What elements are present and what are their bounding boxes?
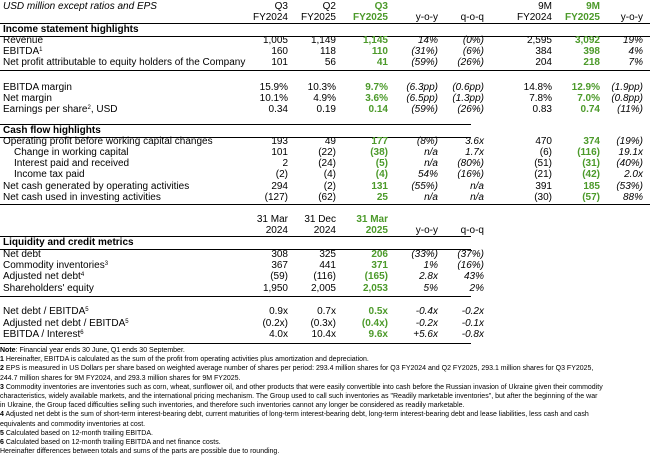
cell-c: (165): [364, 271, 388, 282]
cell-qoq: (0%): [462, 35, 484, 46]
footnote-ref: 6: [80, 330, 84, 336]
liquidity-row: [0, 283, 650, 294]
hdr-q2-fy2025-l2: FY2025: [300, 12, 336, 23]
cell-qoq: (37%): [457, 249, 484, 260]
cell-qoq: (26%): [457, 57, 484, 68]
row-label: [3, 93, 52, 104]
cell-q3b: 110: [371, 46, 388, 57]
footnote-ref: 5: [125, 319, 129, 325]
cell-yoy: +5.6x: [413, 329, 438, 340]
row-label: [3, 249, 41, 260]
footnote-marker: 4: [0, 411, 4, 419]
cell-yoy: 14%: [417, 35, 438, 46]
cell-qoq: (6%): [462, 46, 484, 57]
income-row: [0, 35, 650, 46]
cell-q3a: 101: [271, 147, 288, 158]
row-label-text: Shareholders' equity: [3, 283, 94, 294]
row-label-text: Net debt / EBITDA: [3, 306, 86, 317]
cell-m9b: 398: [583, 46, 600, 57]
income-divider: [0, 70, 650, 71]
cell-yoy: 54%: [417, 169, 438, 180]
cell-m9y: 19%: [622, 35, 643, 46]
cell-qoq: 2%: [469, 283, 484, 294]
cell-yoy: (8%): [416, 136, 438, 147]
hdr-liq-qoq: q-o-q: [460, 225, 484, 236]
cell-m9a: 384: [535, 46, 552, 57]
cell-b: 0.7x: [317, 306, 336, 317]
cell-yoy: (55%): [411, 181, 438, 192]
cell-a: 367: [271, 260, 288, 271]
cell-q2: 0.19: [316, 104, 336, 115]
footnote-ref: 1: [39, 47, 43, 53]
table-bottom-rule: [0, 343, 471, 344]
row-label: [3, 46, 42, 57]
footnote-text: 244.7 million shares for 9M FY2024, and 293.3 million shares for 9M FY2025.: [0, 374, 241, 382]
cashflow-row: [0, 192, 650, 203]
footnote-text: Commodity inventories are inventories such as corn, wheat, sunflower oil, and other products that were easily convertible into cash before the Russian invasion of Ukraine given their commodity: [3, 383, 603, 391]
footnote-marker: 1: [0, 356, 4, 364]
cell-qoq: -0.1x: [461, 318, 484, 329]
cell-m9y: (53%): [616, 181, 643, 192]
footnote-text: Hereinafter, EBITDA is calculated as the sum of the profit from operating activities plus amortization and depreciation.: [3, 356, 369, 364]
cell-yoy: (31%): [411, 46, 438, 57]
footnote-line: [0, 447, 648, 456]
cell-m9a: 391: [535, 181, 552, 192]
hdr-q3-fy2024-l2: FY2024: [252, 12, 288, 23]
cell-q3b: 0.14: [368, 104, 388, 115]
cell-q2: 1,149: [310, 35, 336, 46]
cell-qoq: (26%): [457, 104, 484, 115]
cell-q3b: 25: [376, 192, 388, 203]
cell-q3a: 294: [271, 181, 288, 192]
cell-qoq: 43%: [463, 271, 484, 282]
hdr-q3-fy2024-l1: Q3: [274, 1, 288, 12]
cell-q3a: 1,005: [262, 35, 288, 46]
hdr-q2-fy2025-l1: Q2: [322, 1, 336, 12]
cell-q3a: 101: [271, 57, 288, 68]
cell-a: (0.2x): [262, 318, 288, 329]
cell-m9a: 7.8%: [529, 93, 552, 104]
footnote-text: Adjusted net debt is the sum of short-term interest-bearing debt, current maturities of long-term interest-bearing debt, long-term interest-bearing debt and lease liabilities, less cash and cash: [3, 411, 589, 419]
hdr-qoq: q-o-q: [460, 12, 484, 23]
hdr-31dec2024-l1: 31 Dec: [304, 214, 336, 225]
cell-a: 308: [271, 249, 288, 260]
cell-m9a: 470: [535, 136, 552, 147]
cell-qoq: n/a: [470, 181, 484, 192]
cell-m9b: (116): [577, 147, 600, 158]
cell-m9y: (19%): [616, 136, 643, 147]
cell-m9y: (11%): [617, 104, 643, 115]
cell-m9b: 7.0%: [577, 93, 600, 104]
cell-c: 206: [371, 249, 388, 260]
cell-m9b: 218: [583, 57, 600, 68]
cell-q2: 49: [324, 136, 336, 147]
cell-m9b: 185: [583, 181, 600, 192]
row-label-text: EBITDA / Interest: [3, 329, 81, 340]
cell-m9y: 4%: [628, 46, 643, 57]
row-label: [3, 271, 84, 282]
footnote-text: equivalents and commodity inventories at cost.: [0, 420, 146, 428]
cell-m9a: 2,595: [526, 35, 552, 46]
cell-qoq: (16%): [457, 169, 484, 180]
cell-m9y: (1.9pp): [611, 82, 643, 93]
hdr-9m-fy2025-l2: FY2025: [564, 12, 600, 23]
cell-m9a: (6): [539, 147, 552, 158]
footnote-ref: 5: [85, 307, 89, 313]
cell-q3b: 41: [376, 57, 388, 68]
footnote-line: [0, 392, 648, 401]
cell-qoq: (80%): [457, 158, 484, 169]
hdr-9m-fy2024-l1: 9M: [538, 1, 552, 12]
income-section-title: Income statement highlights: [3, 24, 139, 35]
hdr-31mar2025-l2: 2025: [365, 225, 388, 236]
row-label-text: Revenue: [3, 35, 44, 46]
cell-a: (59): [270, 271, 288, 282]
footnote-line: [0, 364, 648, 373]
cell-qoq: (0.6pp): [452, 82, 484, 93]
hdr-yoy: y-o-y: [415, 12, 438, 23]
hdr-31mar2024-l1: 31 Mar: [256, 214, 288, 225]
hdr-liq-yoy: y-o-y: [415, 225, 438, 236]
cell-m9a: (51): [534, 158, 552, 169]
footnote-ref: 4: [80, 272, 85, 278]
income-row: [0, 57, 650, 68]
cell-m9y: 7%: [628, 57, 643, 68]
cell-m9a: (30): [534, 192, 552, 203]
cell-q3b: (38): [370, 147, 388, 158]
footnote-ref: 2: [87, 105, 91, 111]
cell-q3a: 10.1%: [259, 93, 288, 104]
cell-b: 441: [319, 260, 336, 271]
cell-b: 2,005: [310, 283, 336, 294]
cell-m9y: 2.0x: [624, 169, 643, 180]
row-label-text: Adjusted net debt: [3, 271, 81, 282]
cell-q2: (24): [318, 158, 336, 169]
row-label: [3, 57, 245, 68]
liquidity-row: [0, 260, 650, 271]
income-row: [0, 82, 650, 93]
cashflow-row: [0, 136, 650, 147]
cell-m9a: 204: [535, 57, 552, 68]
footnote-text: Calculated based on 12-month trailing EBITDA and net finance costs.: [3, 439, 221, 447]
cell-qoq: -0.2x: [461, 306, 484, 317]
cashflow-row: [0, 169, 650, 180]
cell-q3a: 193: [271, 136, 288, 147]
cell-qoq: -0.8x: [461, 329, 484, 340]
cell-q3b: 1,145: [362, 35, 388, 46]
cell-yoy: (6.3pp): [406, 82, 438, 93]
footnote-marker: 2: [0, 365, 4, 373]
income-row: [0, 93, 650, 104]
footnote-marker: Note: [0, 347, 16, 354]
cell-a: 1,950: [262, 283, 288, 294]
row-label: Income tax paid: [14, 169, 85, 180]
cell-a: 0.9x: [269, 306, 288, 317]
cell-yoy: n/a: [424, 158, 438, 169]
footnote-text: EPS is measured in US Dollars per share based on weighted average number of shares per period: 293.4 million shares for Q3 FY2024 and Q2 FY2025, 293.1 million shares for Q3 FY2025,: [3, 365, 594, 373]
row-label-text: Commodity inventories: [3, 260, 105, 271]
cell-yoy: 1%: [423, 260, 438, 271]
cell-q3b: 177: [371, 136, 388, 147]
cell-q2: (22): [318, 147, 336, 158]
cell-m9b: (42): [582, 169, 600, 180]
period-header-line1: [0, 1, 650, 12]
footnote-line: [0, 401, 648, 410]
hdr-9m-fy2025-l1: 9M: [586, 1, 600, 12]
row-label: [3, 283, 94, 294]
hdr-q3-fy2025-l1: Q3: [374, 1, 388, 12]
hdr-9m-yoy: y-o-y: [620, 12, 643, 23]
row-label-text: EBITDA margin: [3, 82, 72, 93]
row-label: [3, 104, 118, 115]
footnote-marker: 6: [0, 439, 4, 447]
row-label: Operating profit before working capital changes: [3, 136, 213, 147]
row-label: Interest paid and received: [14, 158, 130, 169]
cell-q3a: (127): [264, 192, 288, 203]
cell-c: 0.5x: [368, 306, 388, 317]
row-label-text: Earnings per share: [3, 104, 88, 115]
cell-qoq: 3.6x: [465, 136, 484, 147]
income-row: [0, 104, 650, 115]
footnote-line: [0, 410, 648, 419]
cell-c: 371: [371, 260, 388, 271]
footnote-line: [0, 429, 648, 438]
cell-q2: 56: [324, 57, 336, 68]
cell-m9b: 0.74: [580, 104, 600, 115]
cell-q3a: 0.34: [268, 104, 288, 115]
hdr-9m-fy2024-l2: FY2024: [516, 12, 552, 23]
row-label: [3, 306, 89, 317]
cell-c: 9.6x: [368, 329, 388, 340]
row-label: [3, 82, 72, 93]
cell-m9b: (31): [582, 158, 600, 169]
footnote-line: [0, 420, 648, 429]
footnote-marker: 5: [0, 429, 4, 437]
cell-m9y: (0.8pp): [611, 93, 643, 104]
cell-yoy: 5%: [423, 283, 438, 294]
row-label: Net cash generated by operating activities: [3, 181, 190, 192]
cashflow-bottom-rule: [0, 204, 650, 205]
footnote-line: [0, 355, 648, 364]
hdr-31mar2025-l1: 31 Mar: [356, 214, 388, 225]
table-title: USD million except ratios and EPS: [3, 1, 157, 12]
cell-q2: (62): [318, 192, 336, 203]
footnote-text: Calculated based on 12-month trailing EBITDA.: [3, 429, 153, 437]
cell-b: (116): [313, 271, 336, 282]
row-label-text: Net margin: [3, 93, 52, 104]
footnote-text: characteristics, widely available markets, and the international pricing mechanism. The Group used to call such inventories as "Readily marketable inventories", but after the beginning of the war: [0, 393, 598, 401]
cell-b: 10.4x: [311, 329, 336, 340]
cell-yoy: -0.2x: [415, 318, 438, 329]
cell-qoq: n/a: [470, 192, 484, 203]
cell-yoy: (33%): [411, 249, 438, 260]
footnote-line: [0, 438, 648, 447]
footnote-line: [0, 374, 648, 383]
cell-qoq: 1.7x: [465, 147, 484, 158]
cell-q2: 10.3%: [307, 82, 336, 93]
cell-q3b: 131: [371, 181, 388, 192]
row-label-text: Adjusted net debt / EBITDA: [3, 318, 126, 329]
row-label: [3, 329, 84, 340]
cell-qoq: (1.3pp): [452, 93, 484, 104]
cell-q2: (2): [323, 181, 336, 192]
cell-m9a: (21): [534, 169, 552, 180]
cell-c: 2,053: [362, 283, 388, 294]
cell-b: (0.3x): [310, 318, 336, 329]
row-label: Net cash used in investing activities: [3, 192, 161, 203]
footnote-text: : Financial year ends 30 June, Q1 ends 30 September.: [15, 347, 185, 354]
liquidity-row: [0, 249, 650, 260]
row-label-suffix: , USD: [90, 104, 118, 115]
footnote-line: [0, 346, 648, 355]
liquidity-row: [0, 318, 650, 329]
hdr-31mar2024-l2: 2024: [265, 225, 288, 236]
row-label-text: EBITDA: [3, 46, 40, 57]
cashflow-row: [0, 158, 650, 169]
cell-m9b: 3,092: [574, 35, 600, 46]
cell-yoy: (59%): [411, 57, 438, 68]
cell-c: (0.4x): [361, 318, 388, 329]
row-label: Change in working capital: [14, 147, 129, 158]
cashflow-row: [0, 147, 650, 158]
cell-m9a: 14.8%: [523, 82, 552, 93]
row-label-text: Net debt: [3, 249, 41, 260]
cell-m9b: (57): [582, 192, 600, 203]
date-header-line2: [0, 225, 650, 236]
cell-yoy: (6.5pp): [406, 93, 438, 104]
liquidity-row: [0, 271, 650, 282]
footnote-text: Hereinafter differences between totals and sums of the parts are possible due to rounding.: [0, 448, 280, 456]
row-label: [3, 35, 43, 46]
cell-q3b: 9.7%: [365, 82, 388, 93]
cell-q3a: (2): [275, 169, 288, 180]
liquidity-section-title: Liquidity and credit metrics: [3, 237, 134, 248]
date-header-line1: [0, 214, 650, 225]
liquidity-section-header: [0, 236, 471, 250]
row-label: [3, 260, 108, 271]
cell-q2: 4.9%: [313, 93, 336, 104]
cell-m9b: 12.9%: [571, 82, 600, 93]
cell-m9a: 0.83: [532, 104, 552, 115]
hdr-31dec2024-l2: 2024: [313, 225, 336, 236]
row-label: [3, 318, 129, 329]
cell-m9y: (40%): [616, 158, 643, 169]
cell-q2: 118: [320, 46, 336, 57]
cashflow-row: [0, 181, 650, 192]
cell-a: 4.0x: [269, 329, 288, 340]
cell-q3b: 3.6%: [365, 93, 388, 104]
footnotes: [0, 346, 648, 456]
cell-b: 325: [319, 249, 336, 260]
liquidity-divider: [0, 296, 471, 297]
liquidity-row: [0, 306, 650, 317]
cell-m9b: 374: [583, 136, 600, 147]
hdr-q3-fy2025-l2: FY2025: [352, 12, 388, 23]
cashflow-section-title: Cash flow highlights: [3, 125, 101, 136]
cell-yoy: n/a: [424, 147, 438, 158]
period-header-line2: [0, 12, 650, 23]
footnote-text: in Ukraine, the Group faced difficulties selling such inventories, and therefore such inventories cannot any longer be considered as readily marketable.: [0, 402, 465, 410]
cell-q2: (4): [323, 169, 336, 180]
cell-yoy: (59%): [411, 104, 438, 115]
cell-q3b: (5): [375, 158, 388, 169]
footnote-line: [0, 383, 648, 392]
cell-qoq: (16%): [457, 260, 484, 271]
cell-q3a: 160: [271, 46, 288, 57]
cell-q3a: 2: [282, 158, 288, 169]
income-row: [0, 46, 650, 57]
liquidity-row: [0, 329, 650, 340]
cell-m9y: 19.1x: [618, 147, 643, 158]
cell-yoy: n/a: [424, 192, 438, 203]
footnote-marker: 3: [0, 383, 4, 391]
cell-yoy: 2.8x: [419, 271, 438, 282]
cell-q3b: (4): [375, 169, 388, 180]
cell-m9y: 88%: [622, 192, 643, 203]
footnote-ref: 3: [104, 261, 109, 267]
row-label-text: Net profit attributable to equity holders of the Company: [3, 57, 246, 68]
cell-q3a: 15.9%: [259, 82, 288, 93]
cell-yoy: -0.4x: [415, 306, 438, 317]
